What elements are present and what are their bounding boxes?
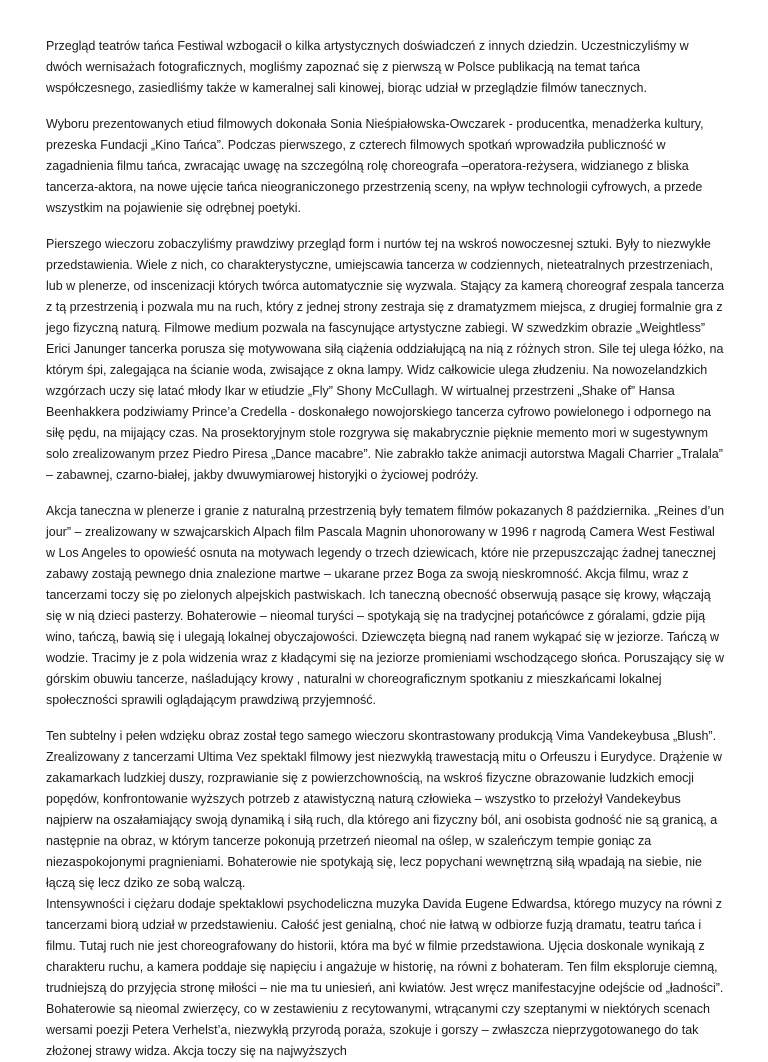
paragraph-film-selection: Wyboru prezentowanych etiud filmowych dokonała Sonia Nieśpiałowska-Owczarek - producentka, menadżerka kultury, prezeska Fundacji „Kino Tańca”. Podczas pierwszego, z czterech filmowych spotkań wprowadziła publiczność w zagadnienia filmu tańca, zwracając uwagę na szczególną rolę choreografa –operatora-reżysera, widzianego z bliska tancerza-aktora, na nowe ujęcie tańca nieograniczonego przestrzenią sceny, na wpływ technologii cyfrowych, a przede wszystkim na pojawienie się odrębnej poetyki. — [46, 117, 704, 215]
paragraph-blush-music: Intensywności i ciężaru dodaje spektaklowi psychodeliczna muzyka Davida Eugene Edwardsa, którego muzycy na równi z tancerzami biorą udział w przedstawieniu. Całość jest genialną, choć nie łatwą w odbiorze fuzją dramatu, teatru tańca i filmu. Tutaj ruch nie jest choreografowany do historii, która ma być w filmie przedstawiona. Ujęcia doskonale wynikają z charakteru ruchu, a kamera poddaje się napięciu i angażuje w historię, na równi z bohateram. Ten film eksploruje ciemną, trudniejszą do przyjęcia stronę miłości – nie ma tu uniesień, ani kwiatów. Jest wręcz manifestacyjne odejście od „ładności”. Bohaterowie są nieomal zwierzęcy, co w zestawieniu z recytowanymi, wtrącanymi czy szeptanymi w niektórych scenach wersami poezji Petera Verhelst’a, niezwykłą przyrodą poraża, szokuje i gorszy – zwłaszcza nieprzygotowanego do tak złożonej strawy widza. Akcja toczy się na najwyższych — [46, 897, 724, 1058]
paragraph-blush-film: Ten subtelny i pełen wdzięku obraz został tego samego wieczoru skontrastowany produkcją Vima Vandekeybusa „Blush”. Zrealizowany z tancerzami Ultima Vez spektakl filmowy jest niezwykłą trawestacją mitu o Orfeuszu i Eurydyce. Drążenie w zakamarkach ludzkiej duszy, rozprawianie się z powierzchownością, na wskroś fizyczne obrazowanie ludzkich emocji popędów, konfrontowanie wyższych potrzeb z atawistyczną naturą człowieka – wszystko to przełożył Vandekeybus najpierw na oszałamiający swoją dynamiką i siłą ruch, dla którego ani fizyczny ból, ani osobista godność nie są granicą, a następnie na obraz, w którym tancerze pokonują przetrzeń nieomal na oślep, w szaleńczym tempie goniąc za niezaspokojonymi pragnieniami. Bohaterowie nie spotykają się, lecz popychani wewnętrzną siłą wpadają na siebie, nie łączą się lecz dziko ze sobą walczą. — [46, 729, 722, 890]
paragraph-first-evening: Pierszego wieczoru zobaczyliśmy prawdziwy przegląd form i nurtów tej na wskroś nowoczesnej sztuki. Były to niezwykłe przedstawienia. Wiele z nich, co charakterystyczne, umiejscawia tancerza w codziennych, nieteatralnych przestrzeniach, lub w plenerze, od inscenizacji których twórca automatycznie się wyzwala. Stający za kamerą choreograf zespala tancerza z tą przestrzenią i pozwala mu na ruch, który z jednej strony zestraja się z dramatyzmem miejsca, z drugiej formalnie gra z jego fizyczną naturą. Filmowe medium pozwala na fascynujące artystyczne zabiegi. W szwedzkim obrazie „Weightless” Erici Janunger tancerka porusza się motywowana siłą ciążenia oddziałującą na nią z różnych stron. Sile tej ulega łóżko, na którym śpi, zalegająca na ścianie woda, zwisające z okna lampy. Widz całkowicie ulega złudzeniu. Na nowozelandzkich wzgórzach uczy się latać młody Ikar w etiudzie „Fly” Shony McCullagh. W wirtualnej przestrzeni „Shake of” Hansa Beenhakkera podziwiamy Prince’a Credella - doskonałego nowojorskiego tancerza cyfrowo powielonego i odpornego na siłę pędu, na mijający czas. Na prosektoryjnym stole rozgrywa się makabrycznie pięknie memento mori w sugestywnym solo zrealizowanym przez Piedro Piresa „Dance macabre”. Nie zabrakło także animacji autorstwa Magali Charrier „Tralala” – zabawnej, czarno-białej, jakby dwuwymiarowej historyjki o życiowej podróży. — [46, 237, 725, 482]
document-body — [46, 36, 726, 1062]
paragraph-open-air-dance: Akcja taneczna w plenerze i granie z naturalną przestrzenią były tematem filmów pokazanych 8 października. „Reines d’un jour” – zrealizowany w szwajcarskich Alpach film Pascala Magnin uhonorowany w 1996 r nagrodą Camera West Festiwal w Los Angeles to opowieść osnuta na motywach legendy o trzech dziewicach, które nie przepuszczając żadnej tanecznej zabawy zostają pewnego dnia znalezione martwe – ukarane przez Boga za swoją nieskromność. Akcja filmu, wraz z tancerzami toczy się po zielonych alpejskich pastwiskach. Ich taneczną obecność obserwują pasące się krowy, włączają się w nią dzieci pasterzy. Bohaterowie – nieomal turyści – spotykają się na tradycjnej potańcówce z góralami, gdzie piją wino, tańczą, bawią się i ulegają lokalnej obyczajowości. Dziewczęta biegną nad ranem wykąpać się w jeziorze. Tańczą w wodzie. Tracimy je z pola widzenia wraz z kładącymi się na jeziorze promieniami wschodzącego słońca. Poruszający się w górskim obuwiu tancerze, naśladujący krowy , naturalni w choreograficznym spotkaniu z mieszkańcami lokalnej społeczności sprawili oglądającym prawdziwą przyjemność. — [46, 504, 725, 707]
paragraph-festival-intro: Przegląd teatrów tańca Festiwal wzbogacił o kilka artystycznych doświadczeń z innych dziedzin. Uczestniczyliśmy w dwóch wernisażach fotograficznych, mogliśmy zapoznać się z pierwszą w Polsce publikacją na temat tańca współczesnego, zasiedliśmy także w kameralnej sali kinowej, biorąc udział w przeglądzie filmów tanecznych. — [46, 39, 689, 95]
